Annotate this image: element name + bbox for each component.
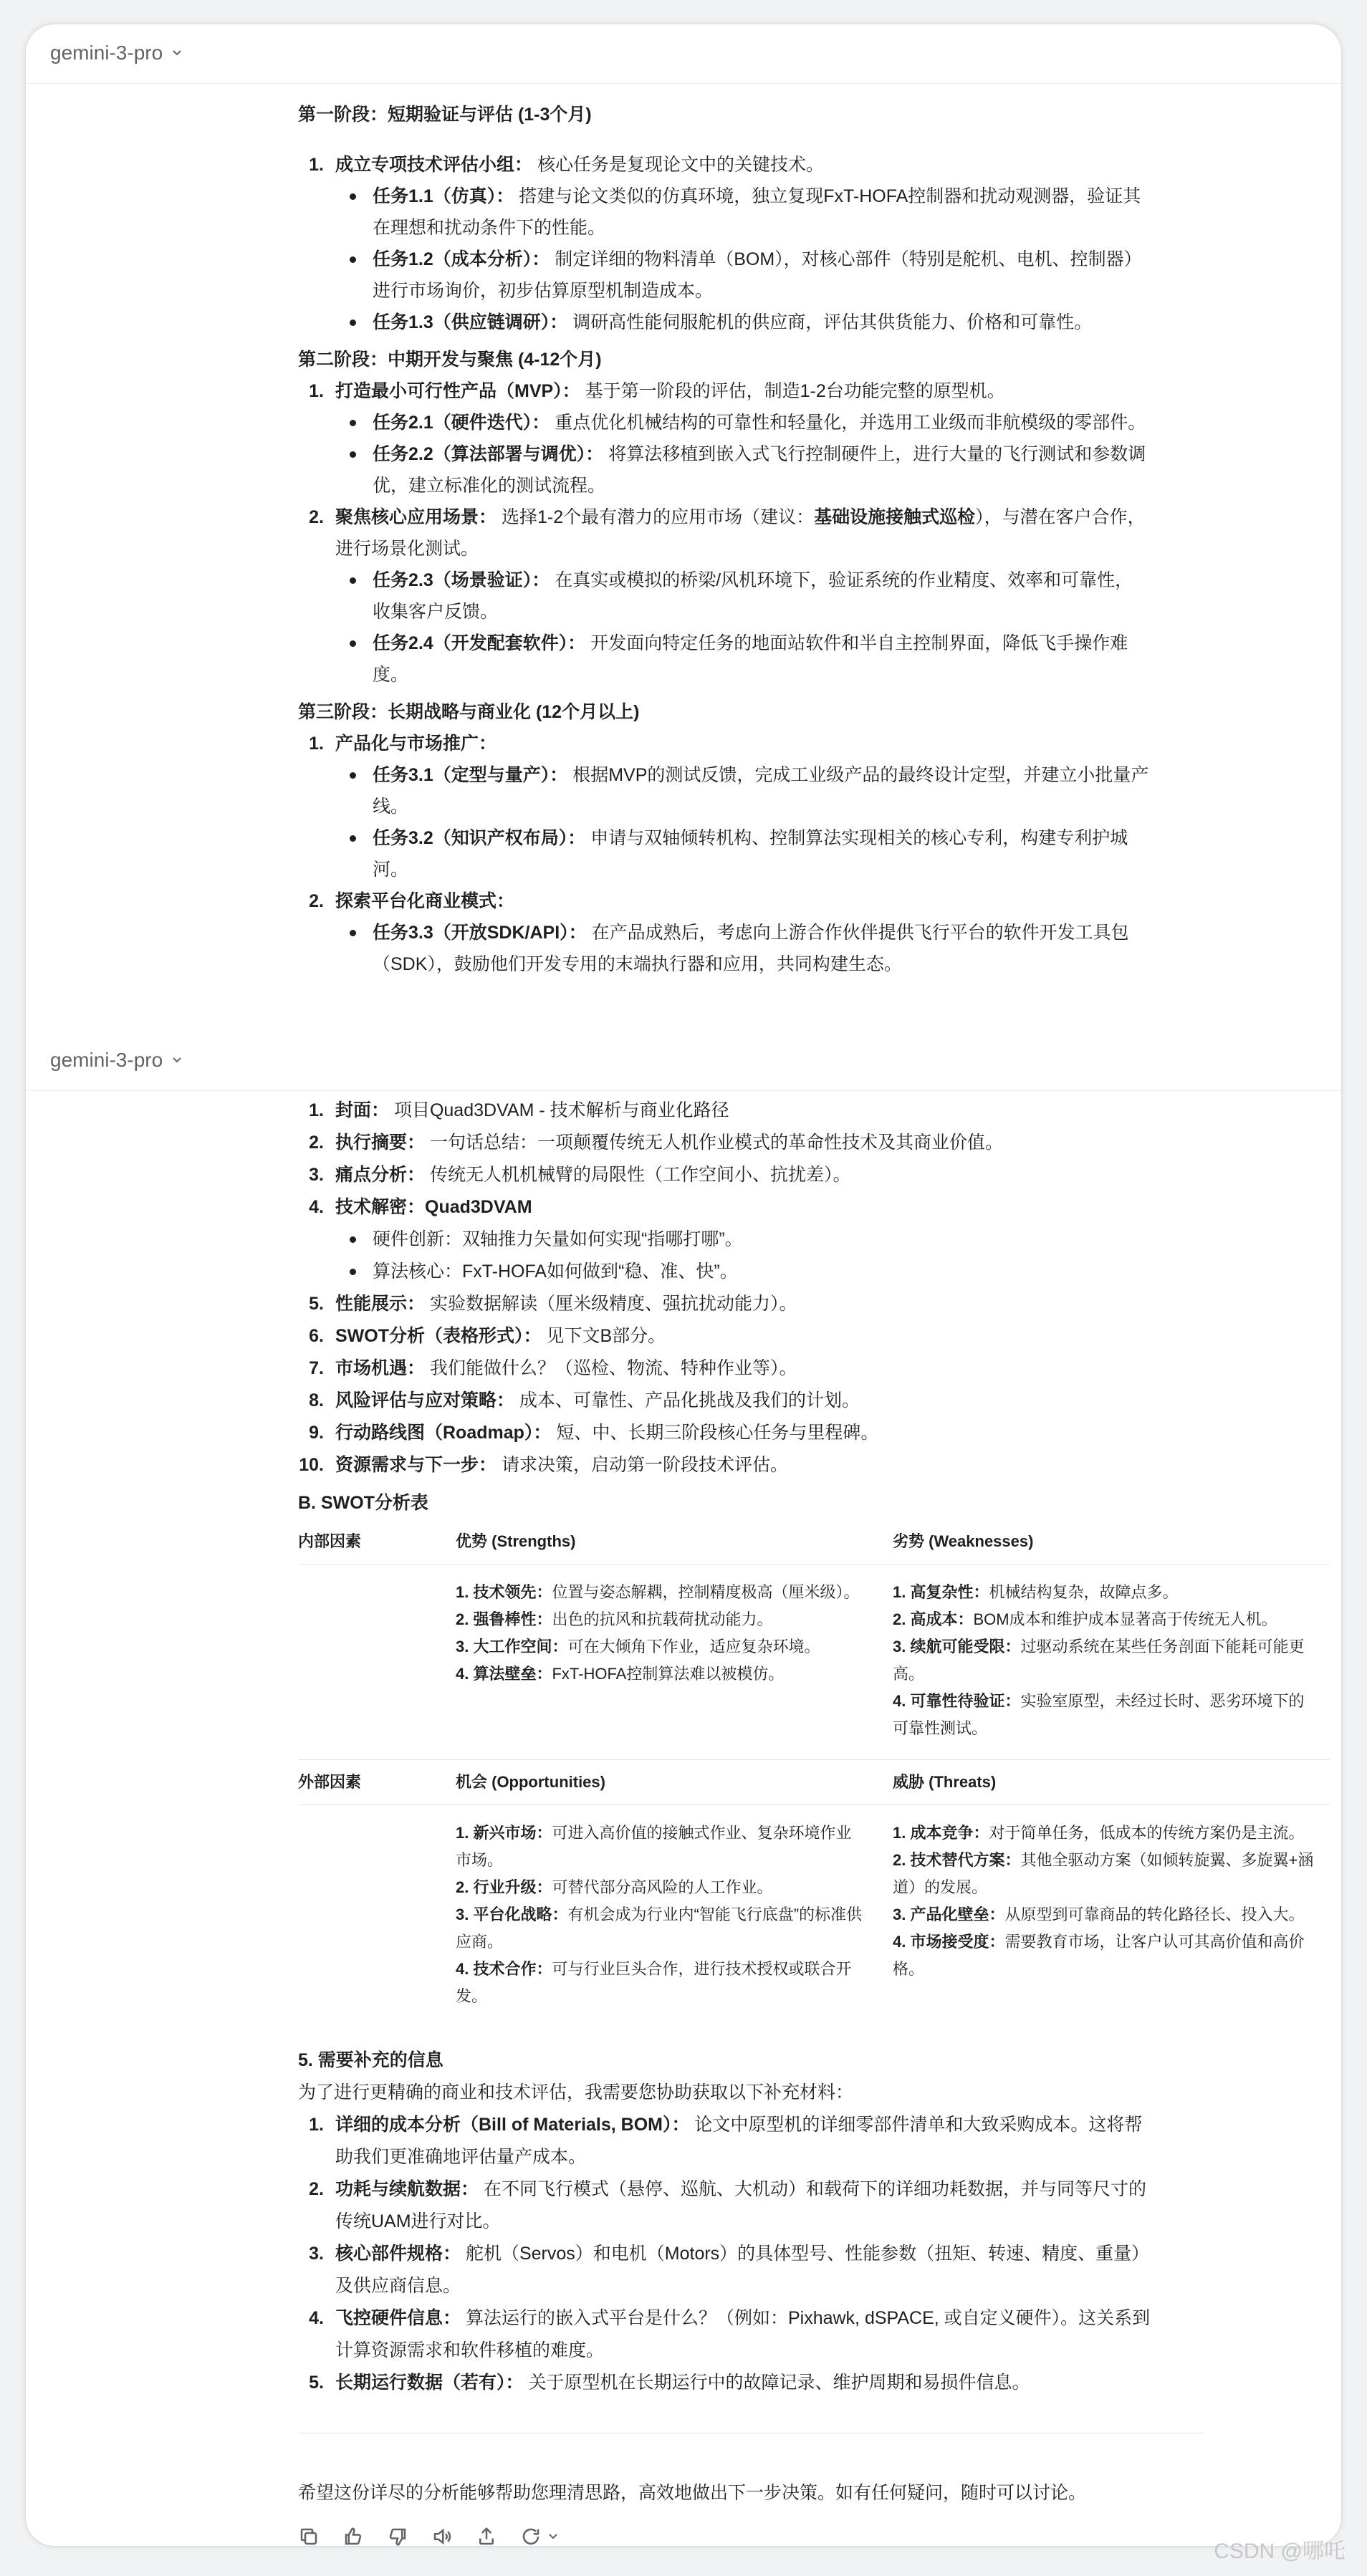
list-item: 10. 资源需求与下一步： 请求决策，启动第一阶段技术评估。 (299, 1455, 788, 1475)
chevron-down-icon (546, 2529, 560, 2544)
swot-header-weaknesses: 劣势 (Weaknesses) (893, 1519, 1330, 1565)
response-header (26, 24, 1341, 84)
phase-2-title: 第二阶段：中期开发与聚焦 (4-12个月) (298, 350, 602, 370)
list-item: 1. 成立专项技术评估小组： 核心任务是复现论文中的关键技术。 任务1.1（仿真）： 搭建与论文类似的仿真环境，独立复现FxT-HOFA控制器和扰动观测器，验证其在理想和扰动条件下的性能。 任务1.2（成本分析）： 制定详细的物料清单（BOM），对核心部件（特别是舵机、电机、控制器）进行市场询价，初步估算原型机制造成本。 任务1.3（供应链调研）： 调研高性能伺服舵机的供应商，评估其供货能力、价格和可靠性。 (298, 149, 1151, 338)
info-title: 5. 需要补充的信息 (298, 2050, 443, 2070)
response-body-1 (298, 99, 1215, 980)
task-item: 任务1.1（仿真）： 搭建与论文类似的仿真环境，独立复现FxT-HOFA控制器和扰动观测器，验证其在理想和扰动条件下的性能。 (335, 181, 1151, 244)
phase-3-title: 第三阶段：长期战略与商业化 (12个月以上) (298, 702, 640, 722)
closing-text: 希望这份详尽的分析能够帮助您理清思路，高效地做出下一步决策。如有任何疑问，随时可以讨论。 (298, 2483, 1087, 2503)
task-item: 任务3.1（定型与量产）： 根据MVP的测试反馈，完成工业级产品的最终设计定型，并建立小批量产线。 (335, 759, 1151, 822)
phase-1-list (298, 149, 1151, 338)
list-item: 4. 飞控硬件信息： 算法运行的嵌入式平台是什么？（例如：Pixhawk, dSPACE, 或自定义硬件）。这关系到计算资源需求和软件移植的难度。 (309, 2308, 1151, 2360)
task-item: 任务3.2（知识产权布局）： 申请与双轴倾转机构、控制算法实现相关的核心专利，构建专利护城河。 (335, 822, 1151, 885)
list-item: 3. 核心部件规格： 舵机（Servos）和电机（Motors）的具体型号、性能参数（扭矩、转速、精度、重量）及供应商信息。 (309, 2244, 1150, 2296)
model-name: gemini-3-pro (50, 42, 163, 64)
opportunities-cell: 1. 新兴市场：可进入高价值的接触式作业、复杂环境作业市场。 2. 行业升级：可替代部分高风险的人工作业。 3. 平台化战略：有机会成为行业内“智能飞行底盘”的标准供应商。 4. 技术合作：可与行业巨头合作，进行技术授权或联合开发。 (456, 1824, 863, 2005)
task-item: 任务2.1（硬件迭代）： 重点优化机械结构的可靠性和轻量化，并选用工业级而非航模级的零部件。 (335, 407, 1151, 438)
chevron-down-icon (170, 1053, 184, 1067)
task-item: 任务2.4（开发配套软件）： 开发面向特定任务的地面站软件和半自主控制界面，降低飞手操作难度。 (335, 628, 1151, 691)
thumbs-down-icon[interactable] (387, 2526, 408, 2546)
swot-table (298, 1519, 1330, 2027)
chevron-down-icon (170, 46, 184, 60)
model-selector[interactable] (50, 42, 184, 64)
swot-title: B. SWOT分析表 (298, 1493, 428, 1513)
model-selector-2[interactable] (50, 1049, 184, 1072)
copy-icon[interactable] (298, 2526, 320, 2546)
list-item: 5. 性能展示： 实验数据解读（厘米级精度、强抗扰动能力）。 (309, 1294, 797, 1314)
list-item: 7. 市场机遇： 我们能做什么？（巡检、物流、特种作业等）。 (309, 1358, 797, 1378)
list-item: 8. 风险评估与应对策略： 成本、可靠性、产品化挑战及我们的计划。 (309, 1390, 860, 1410)
list-item: 2. 聚焦核心应用场景： 选择1-2个最有潜力的应用市场（建议：基础设施接触式巡检），与潜在客户合作，进行场景化测试。 任务2.3（场景验证）： 在真实或模拟的桥梁/风机环境下，验证系统的作业精度、效率和可靠性，收集客户反馈。 任务2.4（开发配套软件）： 开发面向特定任务的地面站软件和半自主控制界面，降低飞手操作难度。 (298, 501, 1151, 691)
swot-header-external: 外部因素 (298, 1760, 456, 1805)
swot-header-opportunities: 机会 (Opportunities) (456, 1760, 893, 1805)
list-item: 1. 产品化与市场推广： 任务3.1（定型与量产）： 根据MVP的测试反馈，完成工业级产品的最终设计定型，并建立小批量产线。 任务3.2（知识产权布局）： 申请与双轴倾转机构、控制算法实现相关的核心专利，构建专利护城河。 (298, 728, 1151, 885)
list-item: 5. 长期运行数据（若有）： 关于原型机在长期运行中的故障记录、维护周期和易损件信息。 (309, 2373, 1030, 2393)
swot-header-strengths: 优势 (Strengths) (456, 1519, 893, 1565)
list-item: 9. 行动路线图（Roadmap）： 短、中、长期三阶段核心任务与里程碑。 (309, 1423, 879, 1443)
swot-header-threats: 威胁 (Threats) (893, 1760, 1330, 1805)
regenerate-button[interactable] (520, 2526, 560, 2546)
phase-1-title: 第一阶段：短期验证与评估 (1-3个月) (298, 105, 592, 125)
speaker-icon[interactable] (431, 2526, 453, 2546)
chat-window (26, 24, 1341, 2546)
presentation-outline (298, 1095, 1215, 1481)
response-toolbar (298, 2526, 560, 2546)
thumbs-up-icon[interactable] (342, 2526, 364, 2546)
task-item: 任务1.2（成本分析）： 制定详细的物料清单（BOM），对核心部件（特别是舵机、电机、控制器）进行市场询价，初步估算原型机制造成本。 (335, 244, 1151, 307)
task-item: 任务2.2（算法部署与调优）： 将算法移植到嵌入式飞行控制硬件上，进行大量的飞行测试和参数调优，建立标准化的测试流程。 (335, 438, 1151, 501)
response-body-2 (298, 1095, 1314, 2399)
list-item: 4. 技术解密：Quad3DVAM 硬件创新：双轴推力矢量如何实现“指哪打哪”。 算法核心：FxT-HOFA如何做到“稳、准、快”。 (298, 1191, 1215, 1288)
info-list (298, 2109, 1151, 2399)
list-item: 6. SWOT分析（表格形式）： 见下文B部分。 (309, 1326, 666, 1346)
response-header-2 (26, 1032, 1341, 1091)
task-item: 任务1.3（供应链调研）： 调研高性能伺服舵机的供应商，评估其供货能力、价格和可靠性。 (335, 307, 1151, 338)
threats-cell: 1. 成本竞争：对于简单任务，低成本的传统方案仍是主流。 2. 技术替代方案：其他全驱动方案（如倾转旋翼、多旋翼+涵道）的发展。 3. 产品化壁垒：从原型到可靠商品的转化路径长、投入大。 4. 市场接受度：需要教育市场，让客户认可其高价值和高价格。 (893, 1824, 1314, 1978)
share-icon[interactable] (476, 2526, 497, 2546)
strengths-cell: 1. 技术领先：位置与姿态解耦，控制精度极高（厘米级）。 2. 强鲁棒性：出色的抗风和抗载荷扰动能力。 3. 大工作空间：可在大倾角下作业，适应复杂环境。 4. 算法壁垒：FxT-HOFA控制算法难以被模仿。 (456, 1565, 893, 1760)
info-intro: 为了进行更精确的商业和技术评估，我需要您协助获取以下补充材料： (298, 2082, 854, 2102)
bullet-item: 算法核心：FxT-HOFA如何做到“稳、准、快”。 (335, 1256, 1215, 1288)
bullet-item: 硬件创新：双轴推力矢量如何实现“指哪打哪”。 (335, 1224, 1215, 1256)
list-item: 1. 打造最小可行性产品（MVP）： 基于第一阶段的评估，制造1-2台功能完整的原型机。 任务2.1（硬件迭代）： 重点优化机械结构的可靠性和轻量化，并选用工业级而非航模级的零部件。 任务2.2（算法部署与调优）： 将算法移植到嵌入式飞行控制硬件上，进行大量的飞行测试和参数调优，建立标准化的测试流程。 (298, 375, 1151, 501)
list-item: 3. 痛点分析： 传统无人机机械臂的局限性（工作空间小、抗扰差）。 (309, 1165, 851, 1185)
phase-3-list (298, 728, 1151, 980)
task-item: 任务3.3（开放SDK/API）： 在产品成熟后，考虑向上游合作伙伴提供飞行平台的软件开发工具包（SDK），鼓励他们开发专用的末端执行器和应用，共同构建生态。 (335, 917, 1151, 980)
list-item: 1. 封面： 项目Quad3DVAM - 技术解析与商业化路径 (309, 1100, 729, 1120)
model-name: gemini-3-pro (50, 1049, 163, 1071)
list-item: 2. 探索平台化商业模式： 任务3.3（开放SDK/API）： 在产品成熟后，考虑向上游合作伙伴提供飞行平台的软件开发工具包（SDK），鼓励他们开发专用的末端执行器和应用，共同构建生态。 (298, 885, 1151, 980)
watermark: CSDN @哪吒 (1214, 2539, 1346, 2563)
regenerate-icon (520, 2526, 542, 2546)
list-item: 2. 功耗与续航数据： 在不同飞行模式（悬停、巡航、大机动）和载荷下的详细功耗数据，并与同等尺寸的传统UAM进行对比。 (309, 2179, 1146, 2231)
swot-header-internal: 内部因素 (298, 1519, 456, 1565)
phase-2-list (298, 375, 1151, 691)
list-item: 1. 详细的成本分析（Bill of Materials, BOM）： 论文中原型机的详细零部件清单和大致采购成本。这将帮助我们更准确地评估量产成本。 (309, 2115, 1143, 2167)
list-item: 2. 执行摘要： 一句话总结：一项颠覆传统无人机作业模式的革命性技术及其商业价值。 (309, 1133, 1003, 1153)
weaknesses-cell: 1. 高复杂性：机械结构复杂，故障点多。 2. 高成本：BOM成本和维护成本显著高于传统无人机。 3. 续航可能受限：过驱动系统在某些任务剖面下能耗可能更高。 4. 可靠性待验证：实验室原型，未经过长时、恶劣环境下的可靠性测试。 (893, 1565, 1330, 1760)
task-item: 任务2.3（场景验证）： 在真实或模拟的桥梁/风机环境下，验证系统的作业精度、效率和可靠性，收集客户反馈。 (335, 564, 1151, 628)
